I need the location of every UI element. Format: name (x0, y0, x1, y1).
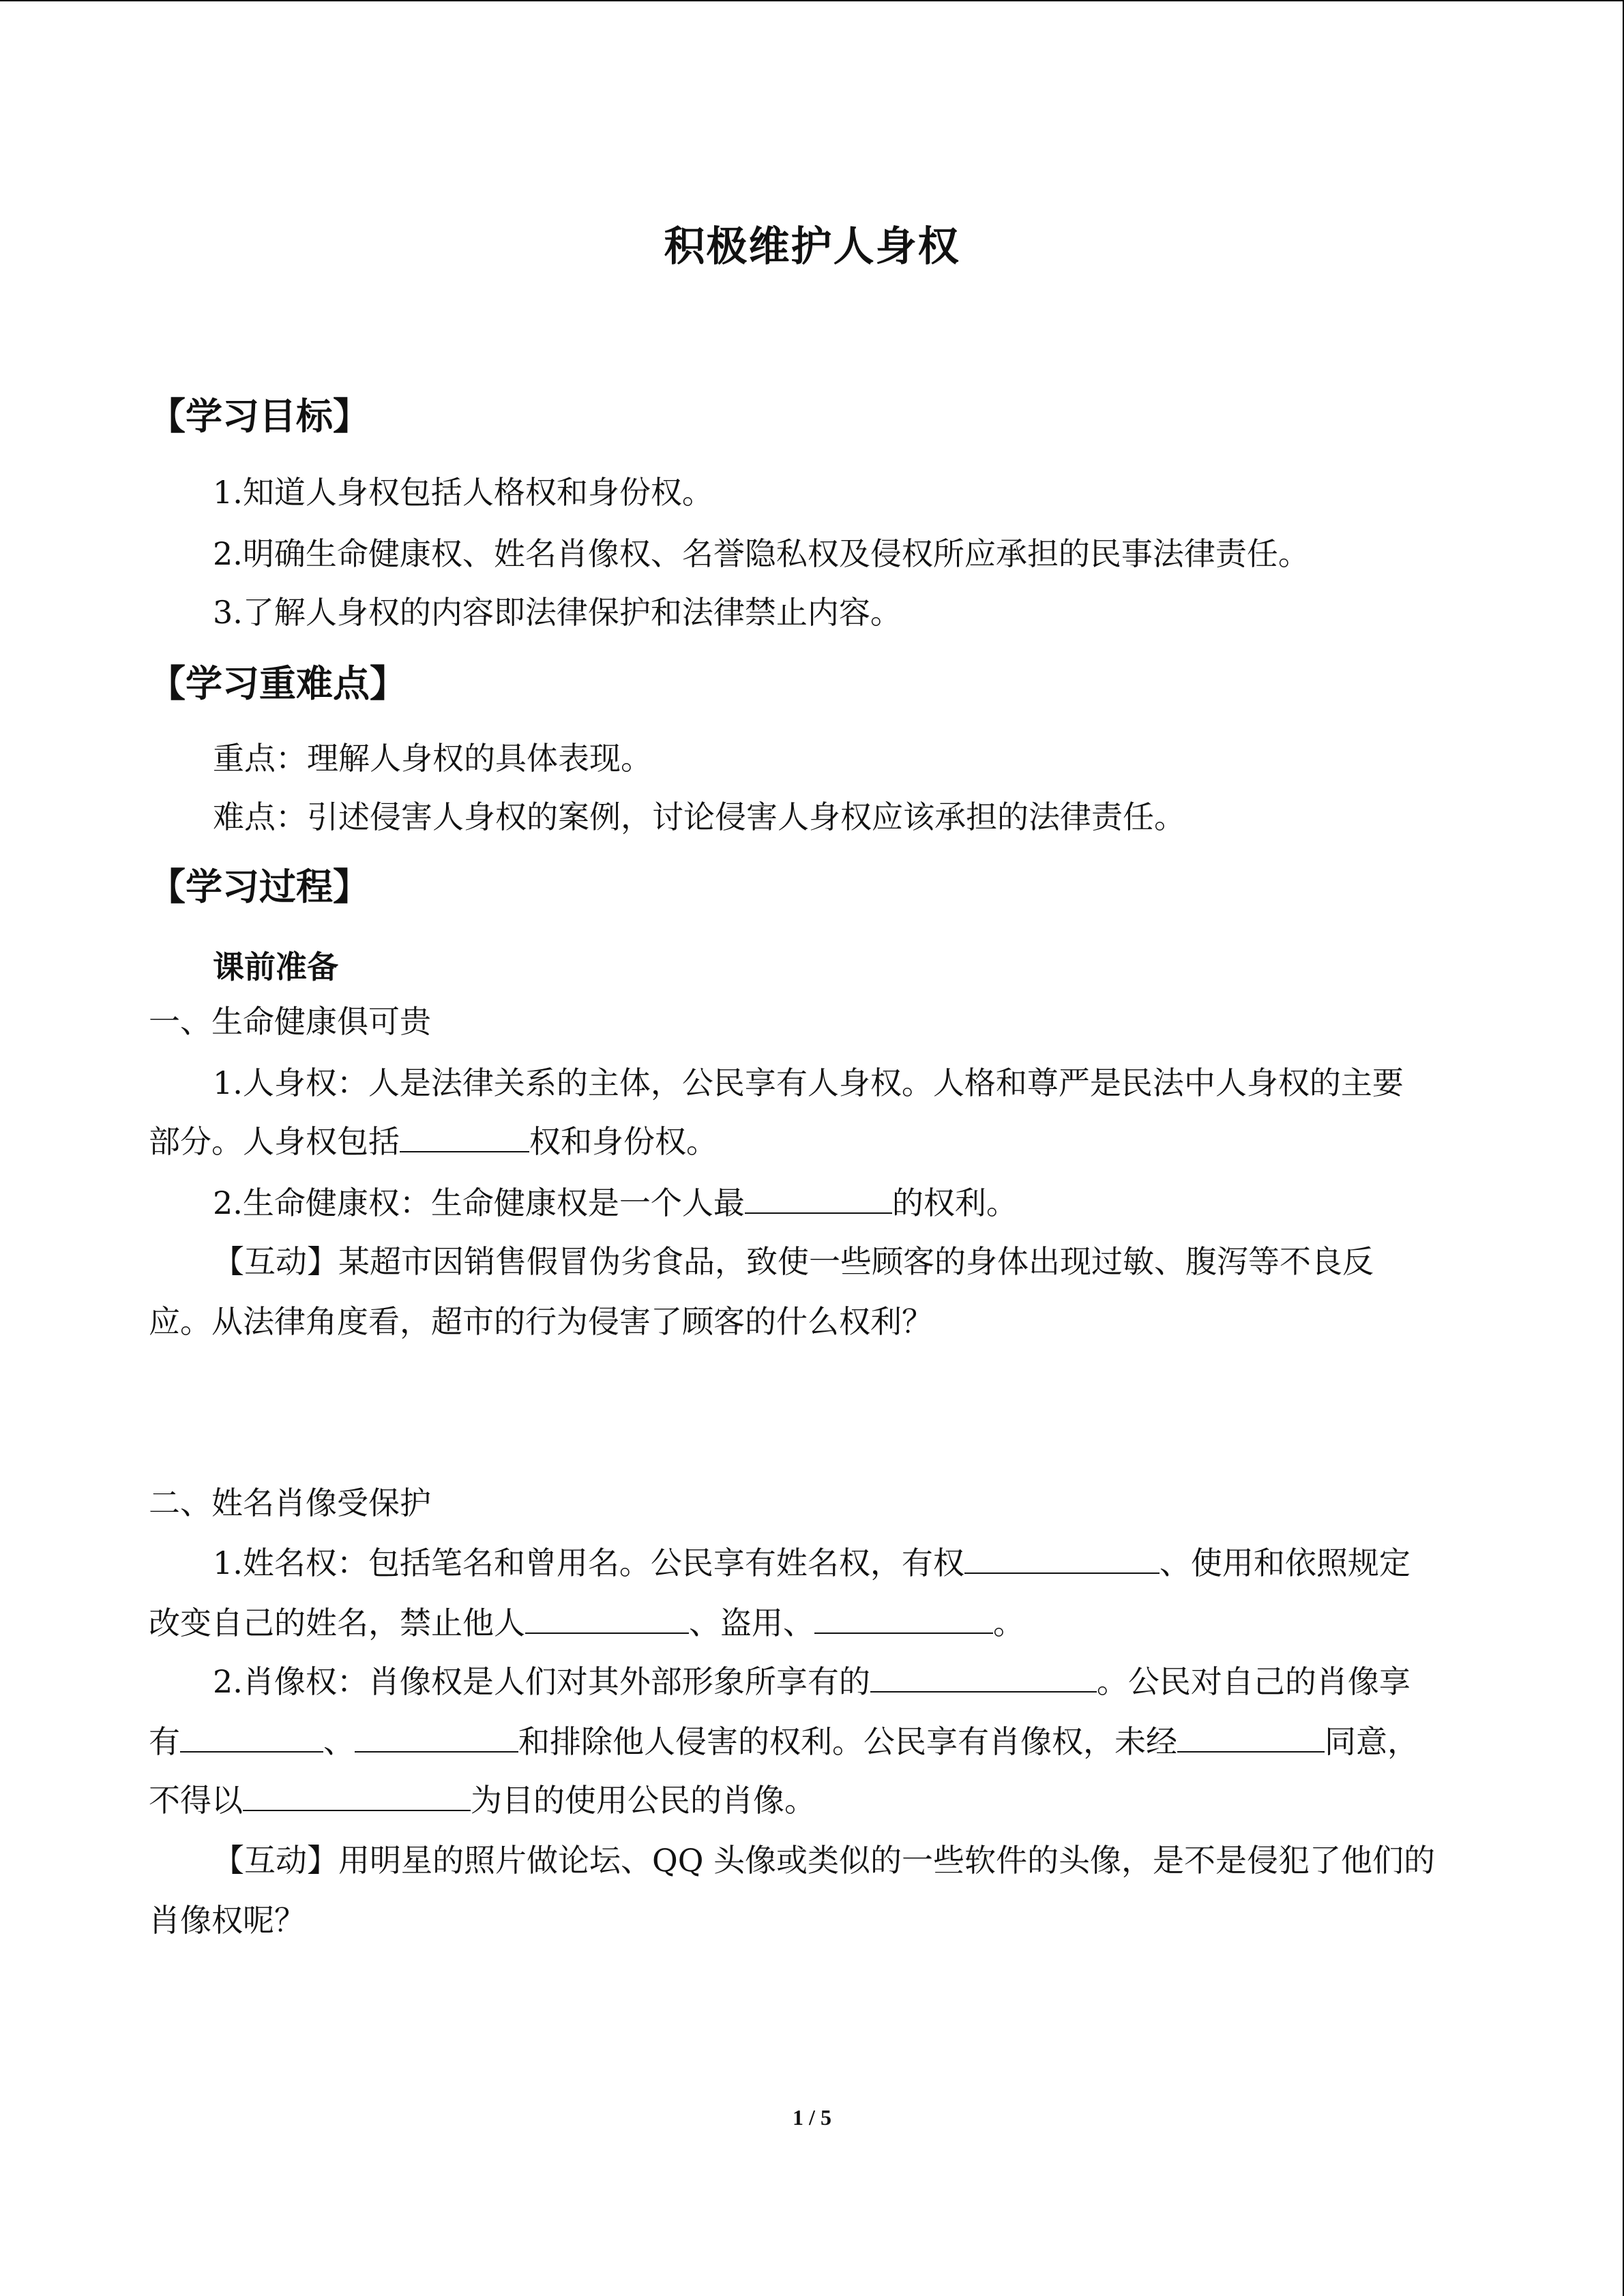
goal-item-2: 2.明确生命健康权、姓名肖像权、名誉隐私权及侵权所应承担的民事法律责任。 (213, 535, 1310, 572)
section-key-difficult-points: 【学习重难点】 (149, 662, 407, 705)
fill-blank[interactable] (180, 1721, 323, 1753)
fill-blank[interactable] (525, 1602, 689, 1634)
text-segment: 部分。人身权包括 (149, 1123, 400, 1160)
text-segment: 2.生命健康权：生命健康权是一个人最 (213, 1184, 745, 1221)
part1-p2 (213, 1182, 1018, 1223)
fill-blank[interactable] (964, 1542, 1160, 1574)
part2-p1-line2 (149, 1602, 1024, 1643)
part2-p1-line1 (213, 1542, 1411, 1583)
part1-p1-line1: 1.人身权：人是法律关系的主体，公民享有人身权。人格和尊严是民法中人身权的主要 (213, 1064, 1404, 1101)
text-segment: 。 (993, 1605, 1024, 1641)
goal-item-1: 1.知道人身权包括人格权和身份权。 (213, 474, 713, 511)
fill-blank[interactable] (814, 1602, 993, 1634)
fill-blank[interactable] (745, 1182, 892, 1214)
part2-interaction-line1: 【互动】用明星的照片做论坛、QQ 头像或类似的一些软件的头像，是不是侵犯了他们的 (213, 1842, 1436, 1879)
section-learning-process: 【学习过程】 (149, 865, 370, 908)
text-segment: 改变自己的姓名，禁止他人 (149, 1605, 525, 1641)
text-segment: 和排除他人侵害的权利。公民享有肖像权，未经 (518, 1723, 1177, 1760)
fill-blank[interactable] (1177, 1721, 1325, 1753)
part1-p1-line2 (149, 1121, 718, 1162)
text-segment: 2.肖像权：肖像权是人们对其外部形象所享有的 (213, 1663, 870, 1700)
text-segment: 、盗用、 (689, 1605, 814, 1641)
part1-interaction-line2: 应。从法律角度看，超市的行为侵害了顾客的什么权利？ (149, 1303, 933, 1340)
part2-interaction-line2: 肖像权呢？ (149, 1902, 306, 1939)
fill-blank[interactable] (355, 1721, 518, 1753)
part2-p2-line2 (149, 1721, 1419, 1762)
text-segment: 有 (149, 1723, 180, 1760)
part1-interaction-line1: 【互动】某超市因销售假冒伪劣食品，致使一些顾客的身体出现过敏、腹泻等不良反 (213, 1243, 1374, 1280)
prep-heading: 课前准备 (213, 949, 338, 985)
keypoint-focus: 重点：理解人身权的具体表现。 (213, 740, 652, 777)
text-segment: 的权利。 (891, 1184, 1018, 1221)
page-number: 1 / 5 (793, 2105, 831, 2130)
part2-heading: 二、姓名肖像受保护 (149, 1485, 431, 1521)
text-segment: 为目的使用公民的肖像。 (471, 1782, 816, 1819)
fill-blank[interactable] (870, 1661, 1097, 1693)
section-learning-goals: 【学习目标】 (149, 395, 370, 438)
fill-blank[interactable] (400, 1121, 529, 1152)
fill-blank[interactable] (243, 1780, 471, 1811)
text-segment: 。公民对自己的肖像享 (1096, 1663, 1411, 1700)
text-segment: 、 (323, 1723, 355, 1760)
keypoint-difficulty: 难点：引述侵害人身权的案例，讨论侵害人身权应该承担的法律责任。 (213, 799, 1185, 835)
part2-p2-line1 (213, 1661, 1411, 1702)
text-segment: 1.姓名权：包括笔名和曾用名。公民享有姓名权，有权 (213, 1545, 964, 1581)
goal-item-3: 3.了解人身权的内容即法律保护和法律禁止内容。 (213, 594, 902, 631)
text-segment: 不得以 (149, 1782, 243, 1819)
text-segment: 、使用和依照规定 (1159, 1545, 1411, 1581)
part1-heading: 一、生命健康俱可贵 (149, 1003, 431, 1040)
text-segment: 同意， (1325, 1723, 1419, 1760)
text-segment: 权和身份权。 (529, 1123, 718, 1160)
document-title: 积极维护人身权 (664, 223, 960, 271)
part2-p2-line3 (149, 1780, 816, 1821)
